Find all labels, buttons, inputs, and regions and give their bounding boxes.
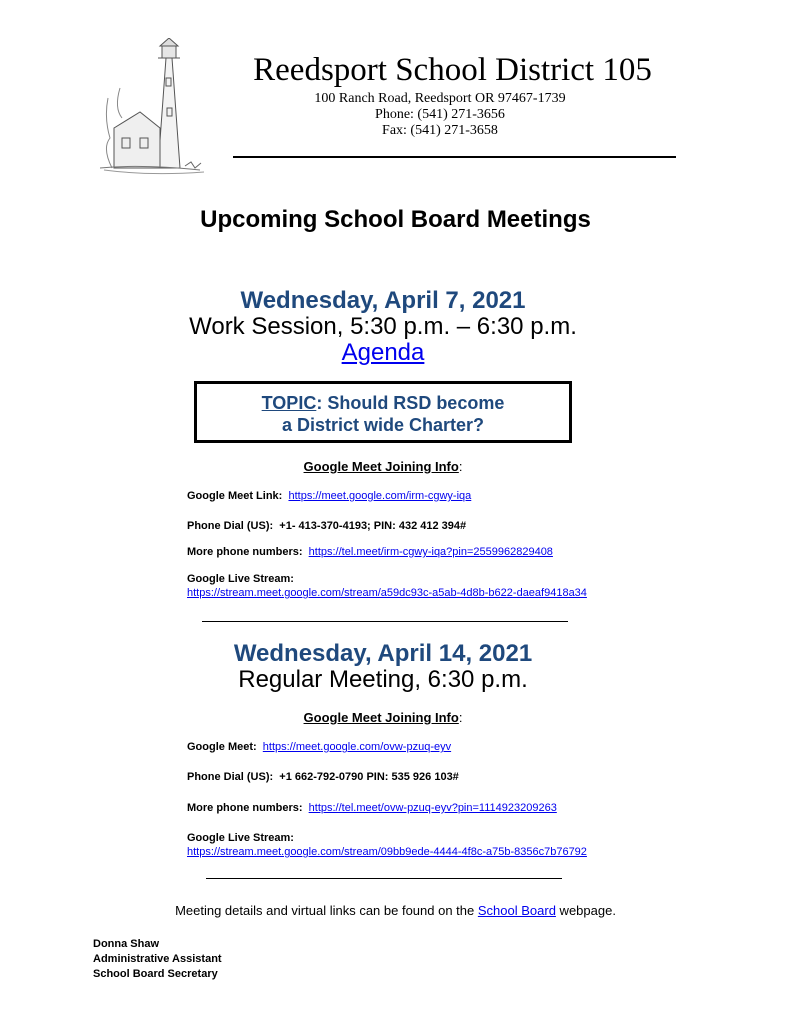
lighthouse-sketch-icon xyxy=(100,38,210,178)
meeting2-session: Regular Meeting, 6:30 p.m. xyxy=(238,666,528,693)
meeting1-meet-row xyxy=(187,489,471,503)
meeting2-stream-label: Google Live Stream: xyxy=(187,832,294,844)
topic-box xyxy=(194,381,572,443)
district-name: Reedsport School District 105 xyxy=(253,52,652,88)
district-fax: Fax: (541) 271-3658 xyxy=(382,123,498,138)
meeting2-phone-label: Phone Dial (US): xyxy=(187,771,274,783)
topic-text-1: : Should RSD become xyxy=(316,393,505,413)
meeting1-phone-row xyxy=(187,519,466,533)
topic-label: TOPIC xyxy=(261,393,317,413)
signature-title-1: Administrative Assistant xyxy=(93,953,222,965)
footer-note xyxy=(0,903,791,919)
meeting2-phone-value: +1 662-792-0790 PIN: 535 926 103# xyxy=(279,771,459,783)
meeting2-join-heading-row xyxy=(0,709,766,727)
meeting2-meet-label: Google Meet: xyxy=(187,741,257,753)
meeting1-join-heading: Google Meet Joining Info xyxy=(303,459,459,474)
meeting1-stream-row xyxy=(187,572,587,600)
meeting2-stream-row xyxy=(187,831,587,859)
agenda-link[interactable]: Agenda xyxy=(341,339,425,366)
meeting2-join-heading: Google Meet Joining Info xyxy=(303,710,459,725)
meeting1-join-heading-row xyxy=(0,458,766,476)
meeting2-more-row xyxy=(187,801,557,815)
signature-name: Donna Shaw xyxy=(93,938,160,950)
meeting2-phone-row xyxy=(187,770,459,784)
meeting1-join-colon: : xyxy=(458,459,463,474)
meeting-divider-1 xyxy=(202,621,568,622)
page-title: Upcoming School Board Meetings xyxy=(200,206,591,233)
meeting-divider-2 xyxy=(206,878,562,879)
meeting2-date: Wednesday, April 14, 2021 xyxy=(233,640,533,667)
meeting1-more-label: More phone numbers: xyxy=(187,546,303,558)
meeting2-more-link[interactable]: https://tel.meet/ovw-pzuq-eyv?pin=1114923209263 xyxy=(308,802,557,814)
footer-note-after: webpage. xyxy=(555,903,616,918)
district-address-block xyxy=(240,91,640,139)
school-board-link[interactable]: School Board xyxy=(477,903,556,918)
topic-line1 xyxy=(197,392,569,414)
meeting2-stream-link[interactable]: https://stream.meet.google.com/stream/09bb9ede-4444-4f8c-a75b-8356c7b76792 xyxy=(187,846,587,858)
meeting1-agenda-row xyxy=(0,339,766,367)
meeting1-stream-label: Google Live Stream: xyxy=(187,573,294,585)
meeting1-session: Work Session, 5:30 p.m. – 6:30 p.m. xyxy=(189,313,577,340)
meeting1-more-link[interactable]: https://tel.meet/irm-cgwy-iqa?pin=2559962829408 xyxy=(308,546,553,558)
meeting1-meet-label: Google Meet Link: xyxy=(187,490,283,502)
meeting1-phone-value: +1- 413-370-4193; PIN: 432 412 394# xyxy=(279,520,467,532)
meeting1-stream-link[interactable]: https://stream.meet.google.com/stream/a59dc93c-a5ab-4d8b-b622-daeaf9418a34 xyxy=(187,587,587,599)
header-divider xyxy=(233,156,676,158)
district-phone: Phone: (541) 271-3656 xyxy=(375,107,505,122)
meeting2-meet-link[interactable]: https://meet.google.com/ovw-pzuq-eyv xyxy=(262,741,452,753)
meeting2-more-label: More phone numbers: xyxy=(187,802,303,814)
meeting2-join-colon: : xyxy=(458,710,463,725)
district-address: 100 Ranch Road, Reedsport OR 97467-1739 xyxy=(314,91,566,106)
meeting2-meet-row xyxy=(187,740,451,754)
topic-line2: a District wide Charter? xyxy=(281,415,485,435)
meeting1-meet-link[interactable]: https://meet.google.com/irm-cgwy-iqa xyxy=(288,490,472,502)
signature-title-2: School Board Secretary xyxy=(93,968,218,980)
meeting1-more-row xyxy=(187,545,553,559)
signature-block xyxy=(93,937,222,982)
footer-note-before: Meeting details and virtual links can be found on the xyxy=(175,903,478,918)
meeting1-phone-label: Phone Dial (US): xyxy=(187,520,274,532)
meeting1-date: Wednesday, April 7, 2021 xyxy=(240,287,526,314)
